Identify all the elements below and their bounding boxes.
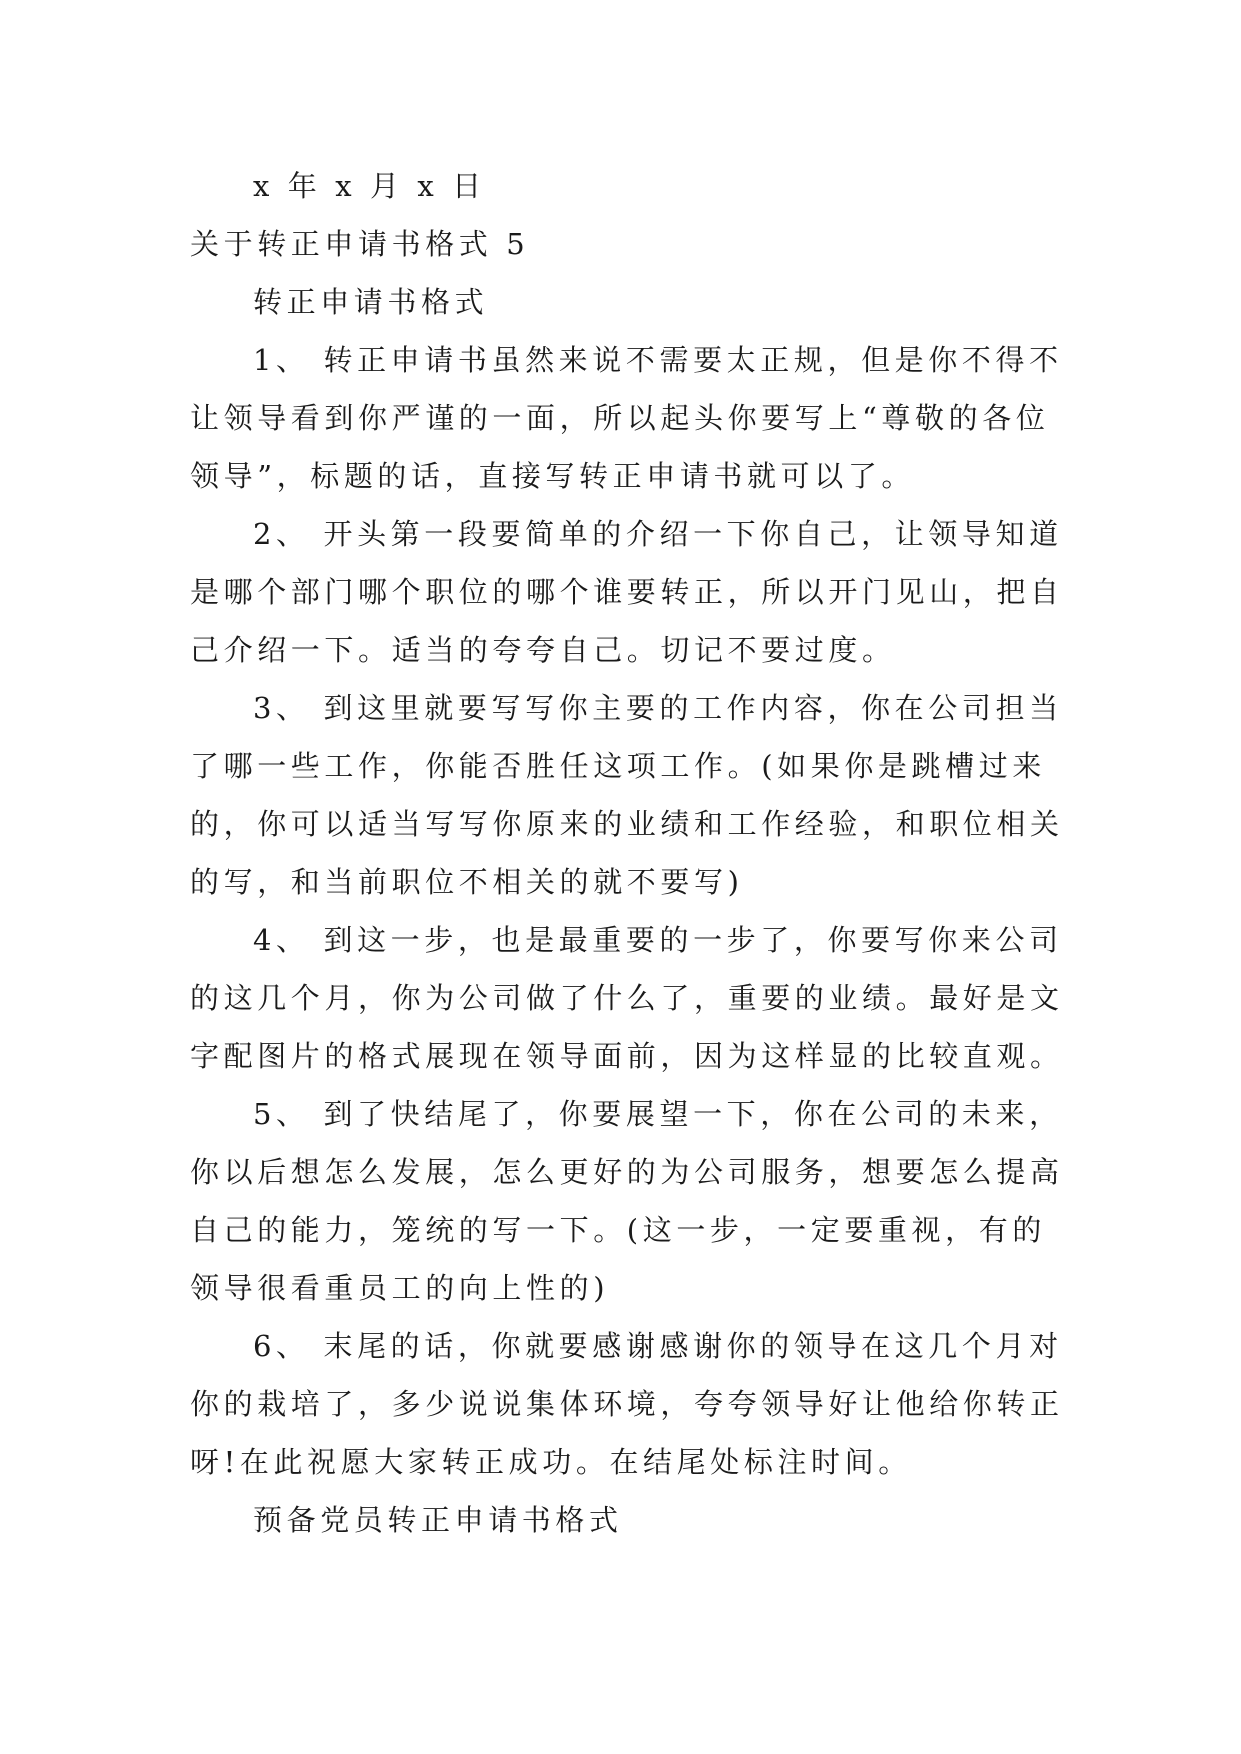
closing-heading: 预备党员转正申请书格式	[253, 1503, 623, 1537]
paragraph-1-line-3: 领导”，标题的话，直接写转正申请书就可以了。	[190, 459, 916, 493]
paragraph-3-line-2: 了哪一些工作，你能否胜任这项工作。(如果你是跳槽过来	[190, 749, 1046, 783]
paragraph-4-line-3: 字配图片的格式展现在领导面前，因为这样显的比较直观。	[190, 1039, 1064, 1073]
paragraph-5-line-2: 你以后想怎么发展，怎么更好的为公司服务，想要怎么提高	[190, 1155, 1064, 1189]
paragraph-1-line-2: 让领导看到你严谨的一面，所以起头你要写上“尊敬的各位	[190, 401, 1050, 435]
section-title: 关于转正申请书格式 5	[190, 227, 530, 261]
paragraph-6-line-2: 你的栽培了，多少说说集体环境，夸夸领导好让他给你转正	[190, 1387, 1064, 1421]
paragraph-4-line-1: 4、 到这一步，也是最重要的一步了，你要写你来公司	[253, 923, 1063, 957]
paragraph-6-line-3: 呀!在此祝愿大家转正成功。在结尾处标注时间。	[190, 1445, 912, 1479]
paragraph-1-line-1: 1、 转正申请书虽然来说不需要太正规，但是你不得不	[253, 343, 1063, 377]
paragraph-3-line-1: 3、 到这里就要写写你主要的工作内容，你在公司担当	[253, 691, 1063, 725]
paragraph-5-line-4: 领导很看重员工的向上性的)	[190, 1271, 610, 1305]
paragraph-3-line-4: 的写，和当前职位不相关的就不要写)	[190, 865, 744, 899]
subheading: 转正申请书格式	[253, 285, 489, 319]
paragraph-3-line-3: 的，你可以适当写写你原来的业绩和工作经验，和职位相关	[190, 807, 1064, 841]
paragraph-5-line-3: 自己的能力，笼统的写一下。(这一步，一定要重视，有的	[190, 1213, 1046, 1247]
paragraph-5-line-1: 5、 到了快结尾了，你要展望一下，你在公司的未来，	[253, 1097, 1063, 1131]
date-line: x 年 x 月 x 日	[253, 169, 486, 203]
paragraph-4-line-2: 的这几个月，你为公司做了什么了，重要的业绩。最好是文	[190, 981, 1064, 1015]
paragraph-2-line-2: 是哪个部门哪个职位的哪个谁要转正，所以开门见山，把自	[190, 575, 1064, 609]
paragraph-2-line-3: 己介绍一下。适当的夸夸自己。切记不要过度。	[190, 633, 896, 667]
paragraph-2-line-1: 2、 开头第一段要简单的介绍一下你自己，让领导知道	[253, 517, 1063, 551]
paragraph-6-line-1: 6、 末尾的话，你就要感谢感谢你的领导在这几个月对	[253, 1329, 1063, 1363]
